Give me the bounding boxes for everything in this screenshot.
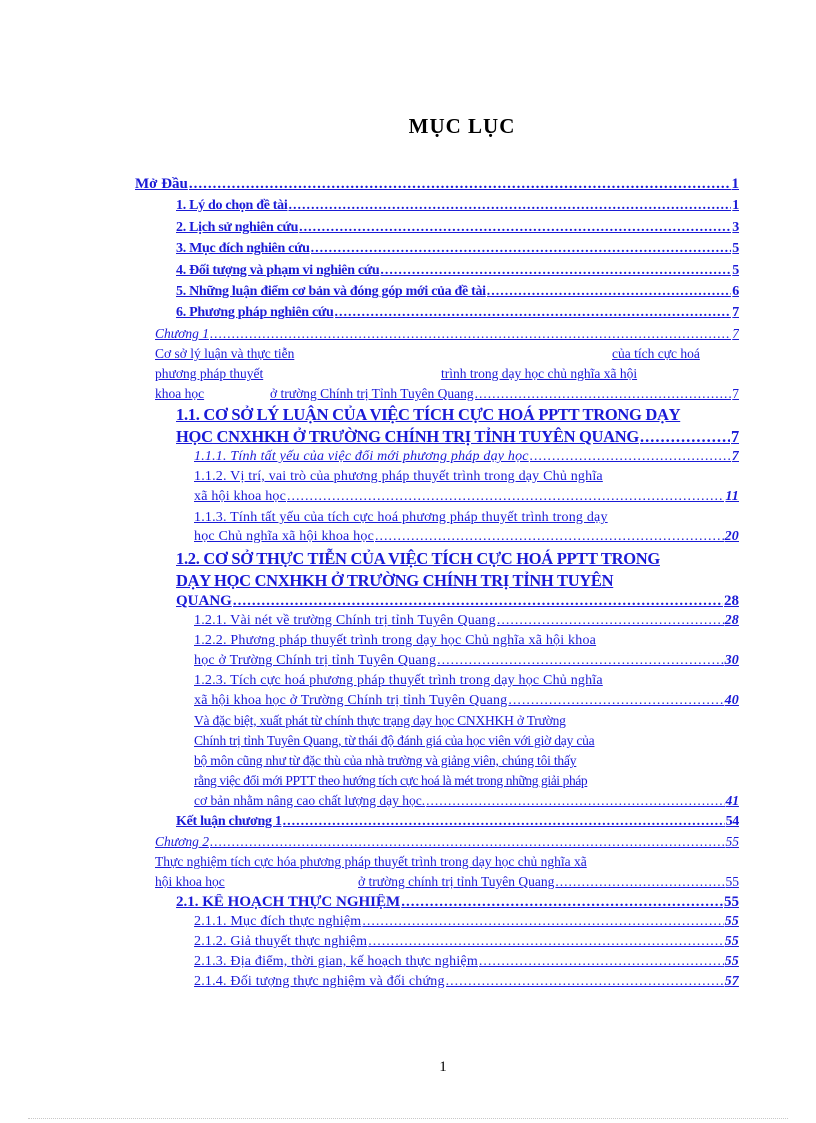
toc-page-number: 55	[725, 874, 739, 889]
toc-entry-2[interactable]	[176, 220, 739, 236]
toc-page-number: 7	[732, 386, 739, 401]
toc-page-number: 20	[724, 529, 739, 544]
toc-leader	[555, 874, 724, 890]
toc-entry-label: 2. Lịch sử nghiên cứu	[176, 220, 299, 235]
toc-leader	[475, 386, 732, 402]
toc-entry-6[interactable]	[176, 305, 739, 321]
toc-leader	[189, 176, 731, 193]
page-bottom-border	[28, 1118, 788, 1120]
toc-entry-label: 6. Phương pháp nghiên cứu	[176, 305, 334, 320]
toc-entry-1[interactable]	[176, 198, 739, 214]
toc-entry-label: 4. Đối tượng và phạm vi nghiên cứu	[176, 263, 380, 278]
toc-entry-1-1-1[interactable]	[194, 449, 739, 465]
toc-entry-label: 2.1.4. Đối tượng thực nghiệm và đối chứng	[194, 974, 445, 989]
toc-entry-label: Mở Đầu	[135, 176, 188, 192]
toc-page-number: 30	[724, 653, 739, 668]
chapter-2-title-line2[interactable]	[155, 874, 739, 890]
toc-entry-label: 2.1. KẾ HOẠCH THỰC NGHIỆM	[176, 894, 401, 910]
toc-page-number: 3	[732, 220, 739, 235]
toc-entry-chapter-1[interactable]	[155, 326, 739, 342]
toc-leader	[401, 894, 723, 911]
toc-leader	[233, 593, 723, 610]
toc-entry-label: 1.2.1. Vài nét về trường Chính trị tỉnh Tuyên Quang	[194, 613, 496, 628]
toc-page-number: 28	[724, 613, 739, 628]
toc-page-number: 40	[724, 693, 739, 708]
toc-paragraph-line2[interactable]: Chính trị tỉnh Tuyên Quang, từ thái độ đánh giá của học viên với giờ dạy của	[194, 733, 595, 748]
toc-paragraph-line3[interactable]: bộ môn cũng như từ đặc thù của nhà trường và giảng viên, chúng tôi thấy	[194, 753, 577, 768]
toc-page-number: 11	[725, 489, 739, 504]
toc-entry-label: 2.1.1. Mục đích thực nghiệm	[194, 914, 362, 929]
toc-leader	[368, 934, 723, 950]
toc-entry-label: cơ bản nhằm nâng cao chất lượng dạy học.	[194, 793, 426, 808]
toc-entry-label: Kết luận chương 1	[176, 814, 282, 829]
toc-leader	[299, 220, 731, 236]
toc-leader	[335, 305, 732, 321]
toc-entry-label: Chương 2	[155, 834, 209, 849]
chapter-1-title-line1a[interactable]: Cơ sở lý luận và thực tiễn	[155, 346, 295, 361]
toc-page-number: 41	[725, 793, 739, 808]
page-number: 1	[439, 1059, 447, 1075]
toc-page-number: 55	[724, 934, 739, 949]
toc-leader	[437, 653, 723, 669]
toc-entry-1-2-2[interactable]	[194, 653, 739, 669]
toc-leader	[508, 693, 723, 709]
toc-entry-label: 2.1.2. Giả thuyết thực nghiệm	[194, 934, 368, 949]
toc-page-number: 55	[724, 914, 739, 929]
toc-entry-label: xã hội khoa học ở Trường Chính trị tỉnh Tuyên Quang	[194, 693, 508, 708]
toc-page-number: 6	[732, 284, 739, 299]
toc-entry-label: ở trường Chính trị Tỉnh Tuyên Quang	[270, 386, 474, 401]
toc-page-number: 5	[732, 263, 739, 278]
toc-leader	[640, 427, 730, 447]
toc-page-number: 28	[724, 593, 739, 609]
toc-entry-label: 5. Những luận điểm cơ bản và đóng góp mới của đề tài	[176, 284, 486, 299]
toc-entry-1-1[interactable]	[176, 427, 739, 447]
toc-page-number: 7	[731, 449, 739, 464]
toc-leader	[283, 814, 725, 830]
toc-entry-4[interactable]	[176, 263, 739, 279]
toc-leader	[288, 198, 731, 214]
toc-entry-label: học Chủ nghĩa xã hội khoa học	[194, 529, 374, 544]
toc-entry-2-1-3[interactable]	[194, 954, 739, 970]
toc-entry-ket-luan-chuong-1[interactable]	[176, 814, 739, 830]
toc-entry-1-2[interactable]	[176, 593, 739, 610]
toc-page-number: 7	[731, 427, 739, 446]
toc-leader	[479, 954, 724, 970]
chapter-1-title-line1b[interactable]: của tích cực hoá	[612, 346, 700, 361]
toc-entry-3[interactable]	[176, 241, 739, 257]
toc-leader	[287, 489, 724, 505]
toc-page-number: 54	[725, 814, 739, 829]
toc-page-number: 55	[724, 954, 739, 969]
toc-entry-1-2-3-line1[interactable]: 1.2.3. Tích cực hoá phương pháp thuyết trình trong dạy học Chủ nghĩa	[194, 673, 603, 688]
toc-entry-2-1[interactable]	[176, 894, 739, 911]
toc-page-number: 7	[732, 326, 739, 341]
toc-entry-1-1-2[interactable]	[194, 489, 739, 505]
toc-entry-1-2-line2[interactable]: DẠY HỌC CNXHKH Ở TRƯỜNG CHÍNH TRỊ TỈNH TUYÊN	[176, 571, 614, 590]
chapter-1-title-line3[interactable]	[155, 386, 739, 402]
toc-entry-5[interactable]	[176, 284, 739, 300]
toc-page-number: 57	[724, 974, 739, 989]
toc-page-number: 55	[724, 894, 739, 910]
toc-entry-1-2-2-line1[interactable]: 1.2.2. Phương pháp thuyết trình trong dạy học Chủ nghĩa xã hội khoa	[194, 633, 597, 648]
toc-leader	[375, 529, 724, 545]
toc-paragraph-line1[interactable]: Và đặc biệt, xuất phát từ chính thực trạng dạy học CNXHKH ở Trường	[194, 713, 566, 728]
toc-page-number: 1	[732, 198, 739, 213]
toc-entry-label: HỌC CNXHKH Ở TRƯỜNG CHÍNH TRỊ TỈNH TUYÊN QUANG	[176, 427, 639, 446]
toc-entry-1-2-3[interactable]	[194, 693, 739, 709]
toc-entry-label: 1. Lý do chọn đề tài	[176, 198, 288, 213]
toc-entry-label: Chương 1	[155, 326, 209, 341]
chapter-1-title-line2a[interactable]: phương pháp thuyết	[155, 366, 264, 381]
toc-entry-label: hội khoa học	[155, 874, 225, 889]
toc-leader	[487, 284, 732, 300]
toc-page-number: 5	[732, 241, 739, 256]
toc-entry-1-1-3[interactable]	[194, 529, 739, 545]
toc-page-number: 55	[725, 834, 739, 849]
toc-leader	[497, 613, 724, 629]
page-title: MỤC LỤC	[408, 114, 516, 138]
toc-leader	[362, 914, 723, 930]
toc-entry-2-1-2[interactable]	[194, 934, 739, 950]
toc-leader	[530, 449, 731, 465]
toc-entry-1-1-2-line1[interactable]: 1.1.2. Vị trí, vai trò của phương pháp thuyết trình trong dạy Chủ nghĩa	[194, 469, 603, 484]
toc-page-number: 7	[732, 305, 739, 320]
toc-entry-label: QUANG	[176, 593, 232, 609]
toc-entry-mo-dau[interactable]	[135, 176, 739, 193]
toc-entry-label: học ở Trường Chính trị tỉnh Tuyên Quang	[194, 653, 437, 668]
toc-page-number: 1	[731, 176, 739, 192]
toc-entry-1-2-line1[interactable]: 1.2. CƠ SỞ THỰC TIỄN CỦA VIỆC TÍCH CỰC HOÁ PPTT TRONG	[176, 549, 660, 568]
toc-entry-label: 2.1.3. Địa điểm, thời gian, kế hoạch thực nghiệm	[194, 954, 478, 969]
chapter-1-title-line2b[interactable]: trình trong dạy học chủ nghĩa xã hội	[441, 366, 638, 381]
toc-leader	[446, 974, 724, 990]
toc-entry-chapter-2[interactable]	[155, 834, 739, 850]
toc-entry-2-1-1[interactable]	[194, 914, 739, 930]
toc-entry-1-2-1[interactable]	[194, 613, 739, 629]
toc-paragraph-line4[interactable]: rằng việc đổi mới PPTT theo hướng tích cực hoá là mét trong những giải pháp	[194, 773, 588, 788]
toc-entry-label: 3. Mục đích nghiên cứu	[176, 241, 310, 256]
toc-entry-label: ở trường chính trị tỉnh Tuyên Quang	[358, 874, 555, 889]
toc-entry-2-1-4[interactable]	[194, 974, 739, 990]
toc-entry-label: xã hội khoa học	[194, 489, 287, 504]
toc-entry-label: khoa học	[155, 386, 205, 401]
toc-entry-1-1-line1[interactable]: 1.1. CƠ SỞ LÝ LUẬN CỦA VIỆC TÍCH CỰC HOÁ PPTT TRONG DẠY	[176, 405, 681, 424]
toc-entry-label: 1.1.1. Tính tất yếu của việc đổi mới phương pháp dạy học	[194, 449, 529, 464]
toc-leader	[210, 326, 731, 342]
toc-entry-1-1-3-line1[interactable]: 1.1.3. Tính tất yếu của tích cực hoá phương pháp thuyết trình trong dạy	[194, 510, 608, 525]
toc-leader	[426, 793, 724, 809]
toc-leader	[311, 241, 732, 257]
chapter-2-title-line1[interactable]: Thực nghiệm tích cực hóa phương pháp thuyết trình trong dạy học chủ nghĩa xã	[155, 854, 587, 869]
toc-leader	[380, 263, 731, 279]
toc-leader	[210, 834, 725, 850]
toc-paragraph-entry[interactable]	[194, 793, 739, 809]
